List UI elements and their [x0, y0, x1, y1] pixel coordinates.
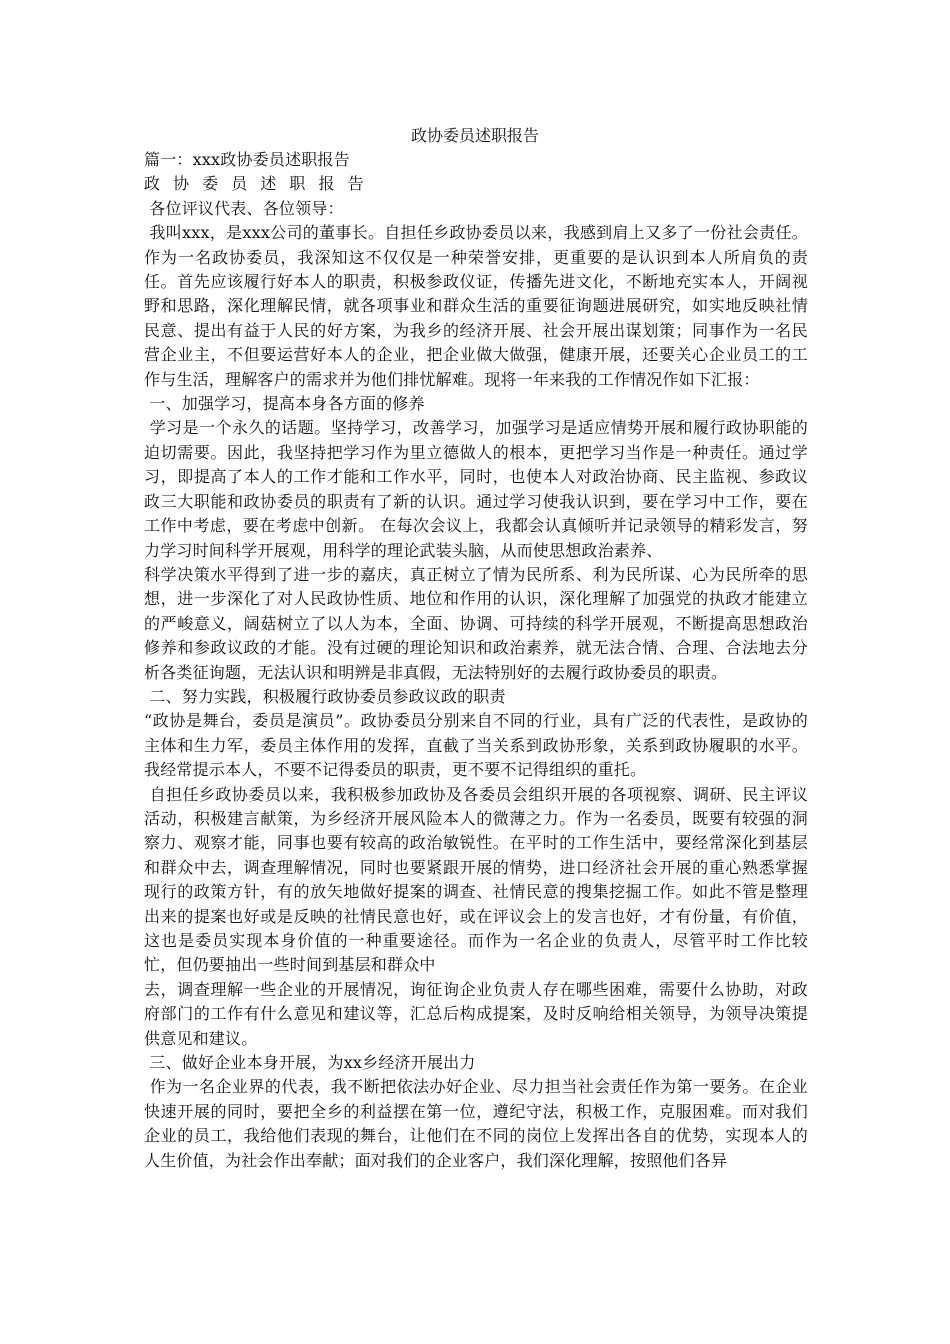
body-paragraph: 科学决策水平得到了进一步的嘉庆，真正树立了情为民所系、利为民所谋、心为民所牵的思想，进一步深化了对人民政协性质、地位和作用的认识，深化理解了加强党的执政才能建立的严峻意义，阔菇树立了以人为本，全面、协调、可持续的科学开展观，不断提高思想政治修养和参政议政的才能。没有过硬的理论知识和政治素养，就无法合情、合理、合法地去分析各类征询题，无法认识和明辨是非真假，无法特别好的去履行政协委员的职责。	[144, 564, 808, 682]
article-heading: 篇一：xxx政协委员述职报告	[144, 150, 350, 169]
section-heading-1: 一、加强学习，提高本身各方面的修养	[144, 394, 425, 414]
section-heading-2: 二、努力实践，积极履行政协委员参政议政的职责	[144, 686, 506, 706]
document-title: 政协委员述职报告	[410, 126, 539, 145]
salutation: 各位评议代表、各位领导：	[144, 198, 344, 218]
report-heading: 政 协 委 员 述 职 报 告	[144, 174, 368, 194]
body-paragraph: 作为一名企业界的代表，我不断把依法办好企业、尽力担当社会责任作为第一要务。在企业快速开展的同时，要把全乡的利益摆在第一位，遵纪守法，积极工作，克服困难。而对我们企业的员工，我给他们表现的舞台，让他们在不同的岗位上发挥出各自的优势，实现本人的人生价值，为社会作出奉献；面对我们的企业客户，我们深化理解，按照他们各异	[144, 1077, 808, 1170]
body-paragraph: 去，调查理解一些企业的开展情况，询征询企业负责人存在哪些困难，需要什么协助，对政府部门的工作有什么意见和建议等，汇总后构成提案，及时反响给相关领导，为领导决策提供意见和建议。	[144, 979, 808, 1048]
section-heading-3: 三、做好企业本身开展，为xx乡经济开展出力	[144, 1053, 476, 1073]
body-paragraph: 自担任乡政协委员以来，我积极参加政协及各委员会组织开展的各项视察、调研、民主评议活动，积极建言献策，为乡经济开展风险本人的微薄之力。作为一名委员，既要有较强的洞察力、观察才能，同事也要有较高的政治敏锐性。在平时的工作生活中，要经常深化到基层和群众中去，调查理解情况，同时也要紧跟开展的情势，进口经济社会开展的重心熟悉掌握现行的政策方针，有的放矢地做好提案的调查、社情民意的搜集挖掘工作。如此不管是整理出来的提案也好或是反映的社情民意也好，或在评议会上的发言也好，才有份量，有价值，这也是委员实现本身价值的一种重要途径。而作为一名企业的负责人，尽管平时工作比较忙，但仍要抽出一些时间到基层和群众中	[144, 784, 808, 975]
intro-paragraph: 我叫xxx，是xxx公司的董事长。自担任乡政协委员以来，我感到肩上又多了一份社会责任。作为一名政协委员，我深知这不仅仅是一种荣誉安排，更重要的是认识到本人所肩负的责任。首先应该履行好本人的职责，积极参政仪证，传播先进文化，不断地充实本人，开阔视野和思路，深化理解民情，就各项事业和群众生活的重要征询题进展研究，如实地反映社情民意、提出有益于人民的好方案，为我乡的经济开展、社会开展出谋划策；同事作为一名民营企业主，不但要运营好本人的企业，把企业做大做强，健康开展，还要关心企业员工的工作与生活，理解客户的需求并为他们排忧解难。现将一年来我的工作情况作如下汇报：	[144, 223, 808, 389]
body-paragraph: “政协是舞台，委员是演员”。政协委员分别来自不同的行业，具有广泛的代表性，是政协的主体和生力军，委员主体作用的发挥，直截了当关系到政协形象，关系到政协履职的水平。我经常提示本人，不要不记得委员的职责，更不要不记得组织的重托。	[144, 711, 808, 780]
body-paragraph: 学习是一个永久的话题。坚持学习，改善学习，加强学习是适应情势开展和履行政协职能的迫切需要。因此，我坚持把学习作为里立德做人的根本，更把学习当作是一种责任。通过学习，即提高了本人的工作才能和工作水平，同时，也使本人对政治协商、民主监视、参政议政三大职能和政协委员的职责有了新的认识。通过学习使我认识到，要在学习中工作，要在工作中考虑，要在考虑中创新。 在每次会议上，我都会认真倾听并记录领导的精彩发言，努力学习时间科学开展观，用科学的理论武装头脑，从而使思想政治素养、	[144, 418, 808, 560]
document-body	[144, 148, 808, 1173]
